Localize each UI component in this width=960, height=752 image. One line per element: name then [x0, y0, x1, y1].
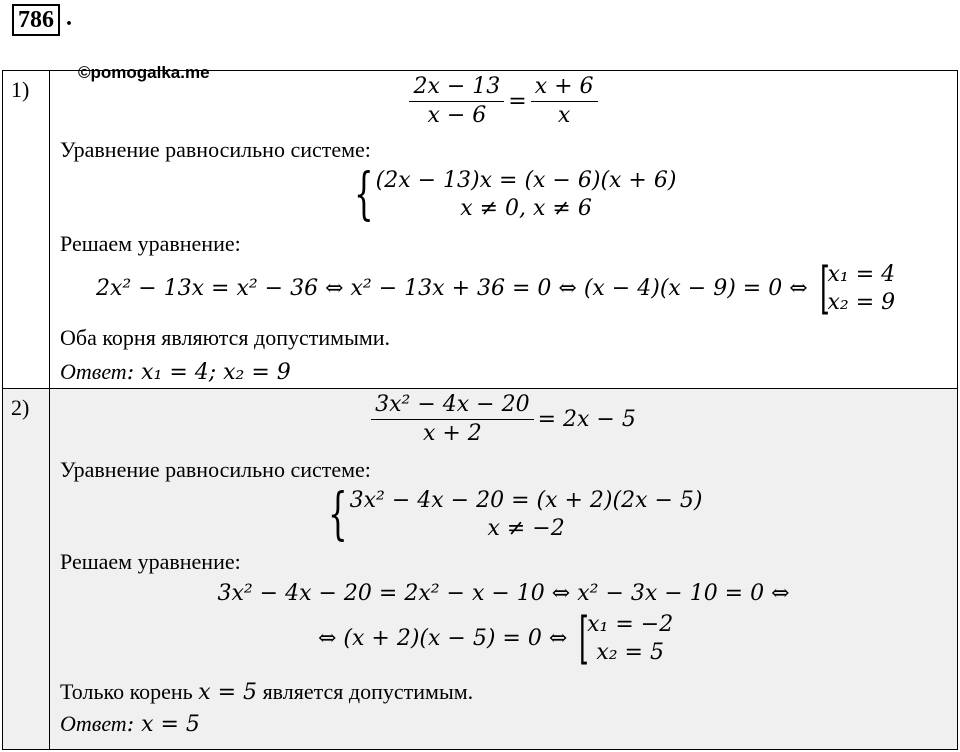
part-2-root-2: x₂ = 5 — [596, 640, 664, 665]
part-2-roots-text-post: является допустимым. — [257, 679, 474, 704]
part-2-solve-text: Решаем уравнение: — [60, 549, 241, 574]
part-2-solve-chain-1: 3x² − 4x − 20 = 2x² − x − 10 ⇔ x² − 3x − 10 = 0 ⇔ — [217, 581, 790, 606]
part-1-system-line-2: x ≠ 0, x ≠ 6 — [460, 196, 592, 221]
part-2-rhs: = 2x − 5 — [537, 406, 636, 432]
part-1-rhs-numerator: x + 6 — [531, 73, 598, 102]
part-2-system-line-2: x ≠ −2 — [487, 516, 565, 541]
part-1-lhs-fraction — [409, 73, 504, 130]
part-1-solve-text: Решаем уравнение: — [60, 231, 241, 256]
part-1-equals: = — [508, 88, 527, 114]
part-1-answer-value: : x₁ = 4; x₂ = 9 — [126, 360, 291, 385]
part-2-row — [3, 389, 958, 750]
part-2-equation — [50, 391, 957, 448]
part-1-solve-chain — [96, 256, 896, 321]
part-1-row — [3, 71, 958, 389]
part-2-answer-label: Ответ — [60, 711, 127, 736]
part-2-roots-text — [60, 679, 473, 706]
part-2-roots-text-math: x = 5 — [198, 680, 258, 705]
system-brace-icon: { — [328, 482, 348, 547]
problem-number-dot: . — [66, 5, 72, 31]
part-2-roots-text-pre: Только корень — [60, 679, 199, 704]
part-2-solve-chain-2 — [318, 606, 674, 671]
part-2-system — [320, 482, 703, 547]
part-2-lhs-denominator: x + 2 — [422, 421, 482, 446]
part-2-lhs-numerator: 3x² − 4x − 20 — [371, 391, 533, 420]
part-2-system-text: Уравнение равносильно системе: — [60, 457, 371, 482]
part-2-answer-value: : x = 5 — [126, 712, 200, 737]
part-1-equation — [50, 73, 957, 130]
part-1-roots-text: Оба корня являются допустимыми. — [60, 325, 391, 350]
part-2-body — [50, 389, 958, 750]
part-1-system-text: Уравнение равносильно системе: — [60, 137, 371, 162]
part-1-lhs-denominator: x − 6 — [427, 103, 487, 128]
root-set-bracket-icon: [ — [579, 606, 590, 671]
problem-number: 786 — [12, 4, 60, 36]
part-1-system-line-1: (2x − 13)x = (x − 6)(x + 6) — [375, 168, 677, 193]
part-1-solve-expression: 2x² − 13x = x² − 36 ⇔ x² − 13x + 36 = 0 ⇔ (x − 4)(x − 9) = 0 ⇔ — [96, 276, 808, 301]
part-1-rhs-fraction — [531, 73, 598, 130]
part-2-root-1: x₁ = −2 — [587, 612, 674, 637]
system-brace-icon: { — [354, 162, 374, 227]
part-1-rhs-denominator: x — [557, 103, 571, 128]
part-1-lhs-numerator: 2x − 13 — [409, 73, 504, 102]
watermark: ©pomogalka.me — [78, 63, 210, 82]
part-1-system — [346, 162, 677, 227]
part-1-root-1: x₁ = 4 — [827, 262, 896, 287]
part-1-body — [50, 63, 958, 389]
part-1-label: 1) — [3, 71, 50, 389]
root-set-bracket-icon: [ — [819, 256, 830, 321]
part-2-system-line-1: 3x² − 4x − 20 = (x + 2)(2x − 5) — [349, 488, 703, 513]
solution-table — [2, 63, 958, 750]
part-2-answer — [60, 711, 200, 738]
part-1-root-2: x₂ = 9 — [827, 290, 896, 315]
part-1-answer-label: Ответ — [60, 359, 127, 384]
part-2-label: 2) — [3, 389, 50, 750]
part-1-answer — [60, 359, 291, 386]
part-2-solve-expression: ⇔ (x + 2)(x − 5) = 0 ⇔ — [318, 626, 568, 651]
part-2-lhs-fraction — [371, 391, 533, 448]
